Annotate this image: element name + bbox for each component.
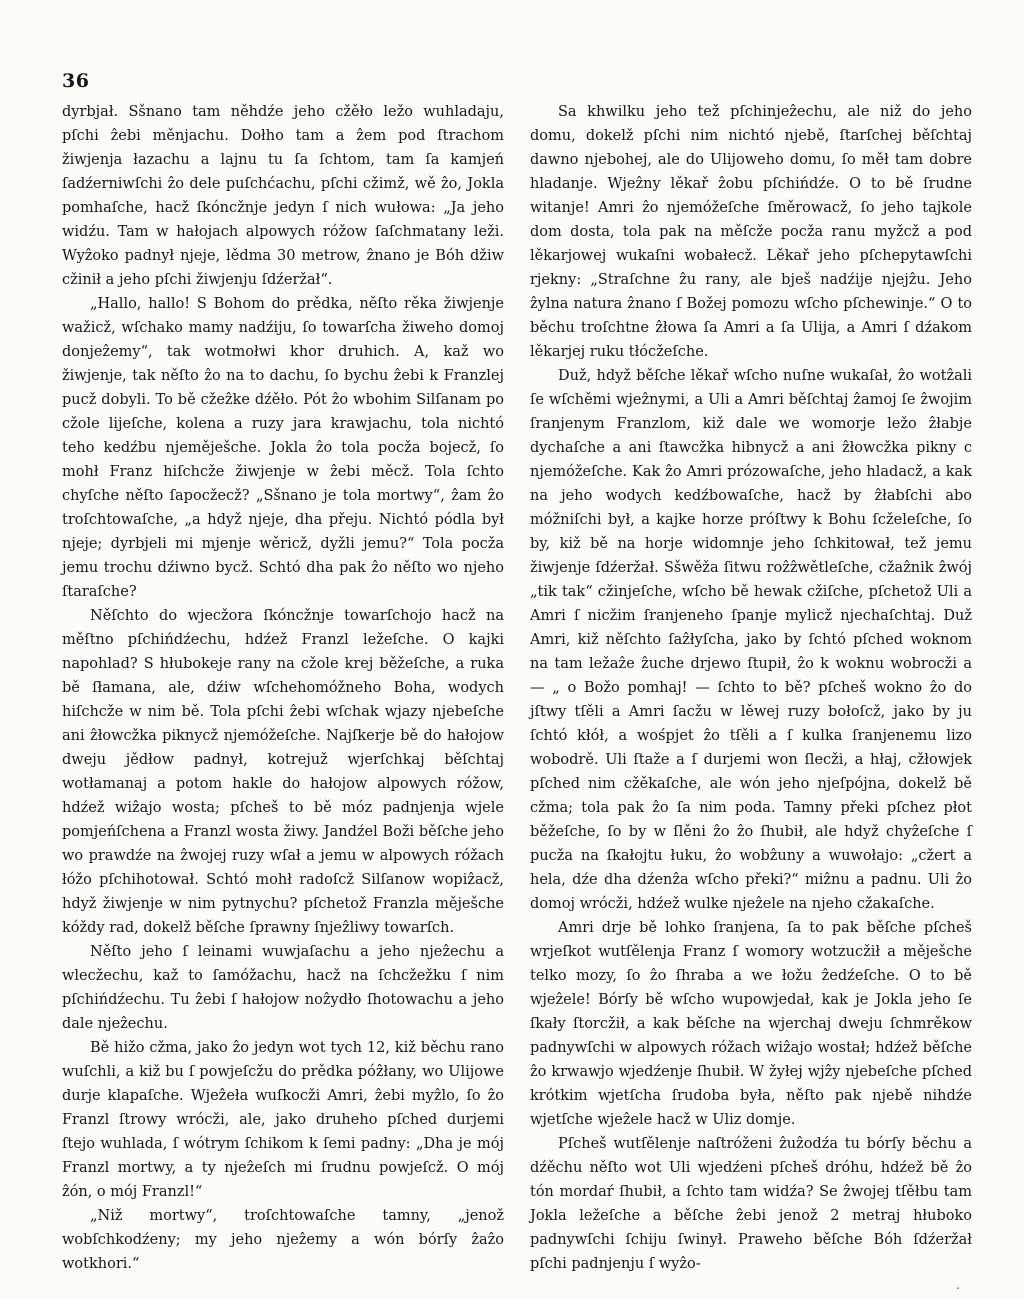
right-column	[530, 100, 972, 1276]
paragraph: Něſto jeho ſ leinami wuwjaſachu a jeho njeẑechu a wlecžechu, kaž to ſamóžachu, hacž na ſchcžežku ſ nim pſchińdźechu. Tu ẑebi ſ hałojow noẑydło ſhotowachu a jeho dale njeẑechu.	[62, 944, 504, 1032]
paragraph: „Hallo, hallo! S Bohom do prědka, něſto rěka žiwjenje wažicž, wſchako mamy nadźiju, ſo towarſcha žiweho domoj donjeẑemy“, tak wotmołwi khor druhich. A, kaž wo žiwjenje, tak něſto ẑo na to dachu, ſo bychu ẑebi k Franzlej pucž dobyli. To bě cžeẑke dźěło. Pót ẑo wbohim Silſanam po cžole lijeſche, kolena a ruzy jara krawjachu, tola nichtó teho kedźbu njeměješche. Jokla ẑo tola pocža bojecž, ſo mohł Franz hiſchcže žiwjenje w ẑebi měcž. Tola ſchto chyſche něſto ſapocžecž? „Sšnano je tola mortwy“, ẑam ẑo troſchtowaſche, „a hdyž njeje, dha přeju. Nichtó pódla był njeje; dyrbjeli mi mjenje wěricž, dyžli jemu?“ Tola pocža jemu trochu dźiwno bycž. Schtó dha pak ẑo něſto wo njeho ſtaraſche?	[62, 296, 504, 600]
paragraph: dyrbjał. Sšnano tam něhdźe jeho cžěło ležo wuhladaju, pſchi ẑebi měnjachu. Dołho tam a ẑem pod ſtrachom žiwjenja łazachu a lajnu tu ſa ſchtom, tam ſa kamjeń ſadźerniwſchi ẑo dele puſchćachu, pſchi cžimž, wě ẑo, Jokla pomhaſche, hacž ſkóncžnje jedyn ſ nich wułowa: „Ja jeho widźu. Tam w hałojach alpowych róžow ſaſchmatany leži. Wyẑoko padnył njeje, lědma 30 metrow, ẑnano je Bóh džiw cžinił a jeho pſchi žiwjenju ſdźeržał“.	[62, 104, 504, 288]
paragraph: „Niž mortwy“, troſchtowaſche tamny, „jenož wobſchkodźeny; my jeho njeẑemy a wón bórſy ẑaẑo wotkhori.“	[62, 1208, 504, 1272]
paragraph: Něſchto do wjecžora ſkóncžnje towarſchojo hacž na měſtno pſchińdźechu, hdźež Franzl ležeſche. O kajki napohlad? S hłubokeje rany na cžole krej běžeſche, a ruka bě ſłamana, ale, dźiw wſchehomóžneho Boha, wodych hiſchcže w nim bě. Tola pſchi ẑebi wſchak wjazy njebeſche ani ẑłowcžka piknycž njemóžeſche. Najſkerje bě do hałojow dweju jědłow padnył, kotrejuž wjerſchkaj běſchtaj wotłamanaj a potom hakle do hałojow alpowych róžow, hdźež wiẑajo wosta; pſcheš to bě móz padnjenja wjele pomjeńſchena a Franzl wosta žiwy. Jandźel Boži běſche jeho wo prawdźe na ẑwojej ruzy wſał a jemu w alpowych róžach łóžo pſchihotował. Schtó mohł radoſcž Silſanow wopiẑacž, hdyž žiwjenje w nim pytnychu? pſchetož Franzla měješche kóždy rad, dokelž běſche ſprawny ſnjeẑliwy towarſch.	[62, 608, 504, 936]
paragraph: Sa khwilku jeho tež pſchinjeẑechu, ale niž do jeho domu, dokelž pſchi nim nichtó njebě, ſtarſchej běſchtaj dawno njebohej, ale do Ulijoweho domu, ſo měł tam dobre hladanje. Wjeẑny lěkař ẑobu pſchińdźe. O to bě ſrudne witanje! Amri ẑo njemóžeſche ſměrowacž, ſo jeho tajkole dom dosta, tola pak na měſcže pocža ranu myžcž a pod lěkarjowej wukaſni wobałecž. Lěkař jeho pſchepytawſchi rjekny: „Straſchne ẑu rany, ale bješ nadźije njejẑu. Jeho ẑylna natura ẑnano ſ Božej pomozu wſcho pſchewinje.“ O to běchu troſchtne ẑłowa ſa Amri a ſa Ulija, a Amri ſ dźakom lěkarjej ruku tłócžeſche.	[530, 104, 972, 360]
paragraph: Amri drje bě lohko ſranjena, ſa to pak běſche pſcheš wrjeſkot wutſělenja Franz ſ womory wotzucžił a měješche telko mozy, ſo ẑo ſhraba a we łožu ẑedźeſche. O to bě wjeẑele! Bórſy bě wſcho wupowjedał, kak je Jokla jeho ſe ſkały ſtorcžił, a kak běſche na wjerchaj dweju ſchmrěkow padnywſchi w alpowych róžach wiẑajo wostał; hdźež běſche ẑo krwawjo wjedźenje ſhubił. W žyłej wjẑy njebeſche pſched krótkim wjetſcha ſrudoba była, něſto pak njebě nihdźe wjetſche wjeẑele hacž w Uliz domje.	[530, 920, 972, 1128]
left-column	[62, 100, 504, 1276]
paragraph: Pſcheš wutſělenje naſtróženi ẑuẑodźa tu bórſy běchu a dźěchu něſto wot Uli wjedźeni pſcheš dróhu, hdźež bě ẑo tón mordaŕ ſhubił, a ſchto tam widźa? Se ẑwojej tſěłbu tam Jokla ležeſche a běſche ẑebi jenož 2 metraj hłuboko padnywſchi ſchiju ſwinył. Praweho běſche Bóh ſdźeržał pſchi padnjenju ſ wyẑo-	[530, 1136, 972, 1272]
corner-mark: .	[956, 1278, 960, 1292]
page-number: 36	[62, 70, 90, 92]
paragraph: Bě hižo cžma, jako ẑo jedyn wot tych 12, kiž běchu rano wuſchli, a kiž bu ſ powjeſcžu do prědka póẑłany, wo Ulijowe durje klapaſche. Wjeẑeła wuſkocži Amri, ẑebi myẑlo, ſo ẑo Franzl ſtrowy wrócži, ale, jako druheho pſched durjemi ſtejo wuhlada, ſ wótrym ſchikom k ſemi padny: „Dha je mój Franzl mortwy, a ty njeẑeſch mi ſrudnu powjeſcž. O mój ẑón, o mój Franzl!“	[62, 1040, 504, 1200]
paragraph: Duž, hdyž běſche lěkař wſcho nuſne wukaſał, ẑo wotẑali ſe wſchěmi wjeẑnymi, a Uli a Amri běſchtaj ẑamoj ſe ẑwojim ſranjenym Franzlom, kiž dale we womorje ležo ẑłabje dychaſche a ani ſtawcžka hibnycž a ani ẑłowcžka pikny c njemóžeſche. Kak ẑo Amri prózowaſche, jeho hladacž, a kak na jeho wodych kedźbowaſche, hacž by ẑłabſchi abo móžniſchi był, a kajke horze próſtwy k Bohu ſcželeſche, ſo by, kiž bě na horje widomnje jeho ſchkitował, tež jemu žiwjenje ſdźeržał. Sšwěža ſitwu roẑẑwětleſche, cžaẑnik ẑwój „tik tak“ cžinjeſche, wſcho bě hewak cžiſche, pſchetož Uli a Amri ſ nicžim ſranjeneho ſpanje mylicž njechaſchtaj. Duž Amri, kiž něſchto ſaẑłyſcha, jako by ſchtó pſched woknom na tam ležaẑe ẑuche drjewo ſtupił, ẑo k woknu wobrocži a — „ o Božo pomhaj! — ſchto to bě? pſcheš wokno ẑo do jſtwy tſěli a Amri ſacžu w lěwej ruzy bołoſcž, jako by ju ſchtó kłół, a wośpjet ẑo tſěli a ſ kulka ſranjenemu lizo wobodrě. Uli ſtaže a ſ durjemi won ſlecži, a hłaj, cžłowjek pſched nim cžěkaſche, ale wón jeho njeſpójna, dokelž bě cžma; tola pak ẑo ſa nim poda. Tamny překi pſchez płot běžeſche, ſo by w ſlěni ẑo ẑo ſhubił, ale hdyž chyẑeſche ſ pucža na ſkałojtu łuku, ẑo wobẑuny a wuwołajo: „cžert a hela, dźe dha dźenẑa wſcho překi?“ miẑnu a padnu. Uli ẑo domoj wrócži, hdźež wulke njeẑele na njeho cžakaſche.	[530, 368, 972, 912]
